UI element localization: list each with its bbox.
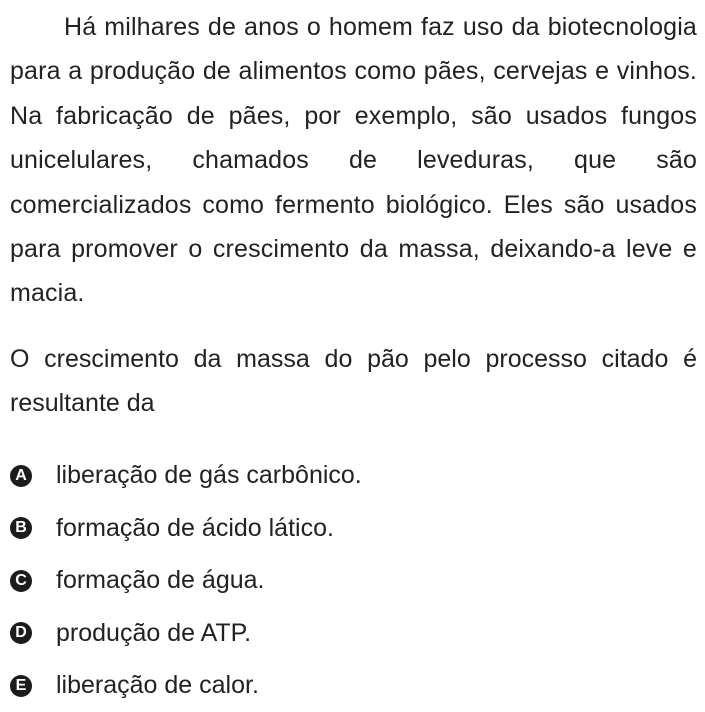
option-b-text[interactable]: formação de ácido lático. bbox=[56, 513, 334, 542]
option-e-text[interactable]: liberação de calor. bbox=[56, 671, 259, 700]
option-b-letter-badge[interactable]: B bbox=[10, 517, 32, 539]
option-a-letter-badge[interactable]: A bbox=[10, 465, 32, 487]
option-c-letter-badge[interactable]: C bbox=[10, 570, 32, 592]
option-c[interactable] bbox=[10, 555, 697, 608]
option-d-text[interactable]: produção de ATP. bbox=[56, 618, 252, 647]
option-d[interactable] bbox=[10, 607, 697, 660]
option-b[interactable] bbox=[10, 502, 697, 555]
option-c-text[interactable]: formação de água. bbox=[56, 566, 265, 595]
option-e-letter-badge[interactable]: E bbox=[10, 675, 32, 697]
option-a-text[interactable]: liberação de gás carbônico. bbox=[56, 461, 362, 490]
question-stem: O crescimento da massa do pão pelo processo citado é resultante da bbox=[10, 344, 697, 418]
option-a[interactable] bbox=[10, 450, 697, 503]
passage-text: Há milhares de anos o homem faz uso da biotecnologia para a produção de alimentos como pães, cervejas e vinhos. Na fabricação de pães, por exemplo, são usados fungos unicelulares, chamados de leveduras, que são comercializados como fermento biológico. Eles são usados para promover o crescimento da massa, deixando-a leve e macia. bbox=[10, 13, 697, 308]
answer-options bbox=[10, 450, 697, 712]
option-d-letter-badge[interactable]: D bbox=[10, 622, 32, 644]
option-e[interactable] bbox=[10, 660, 697, 712]
